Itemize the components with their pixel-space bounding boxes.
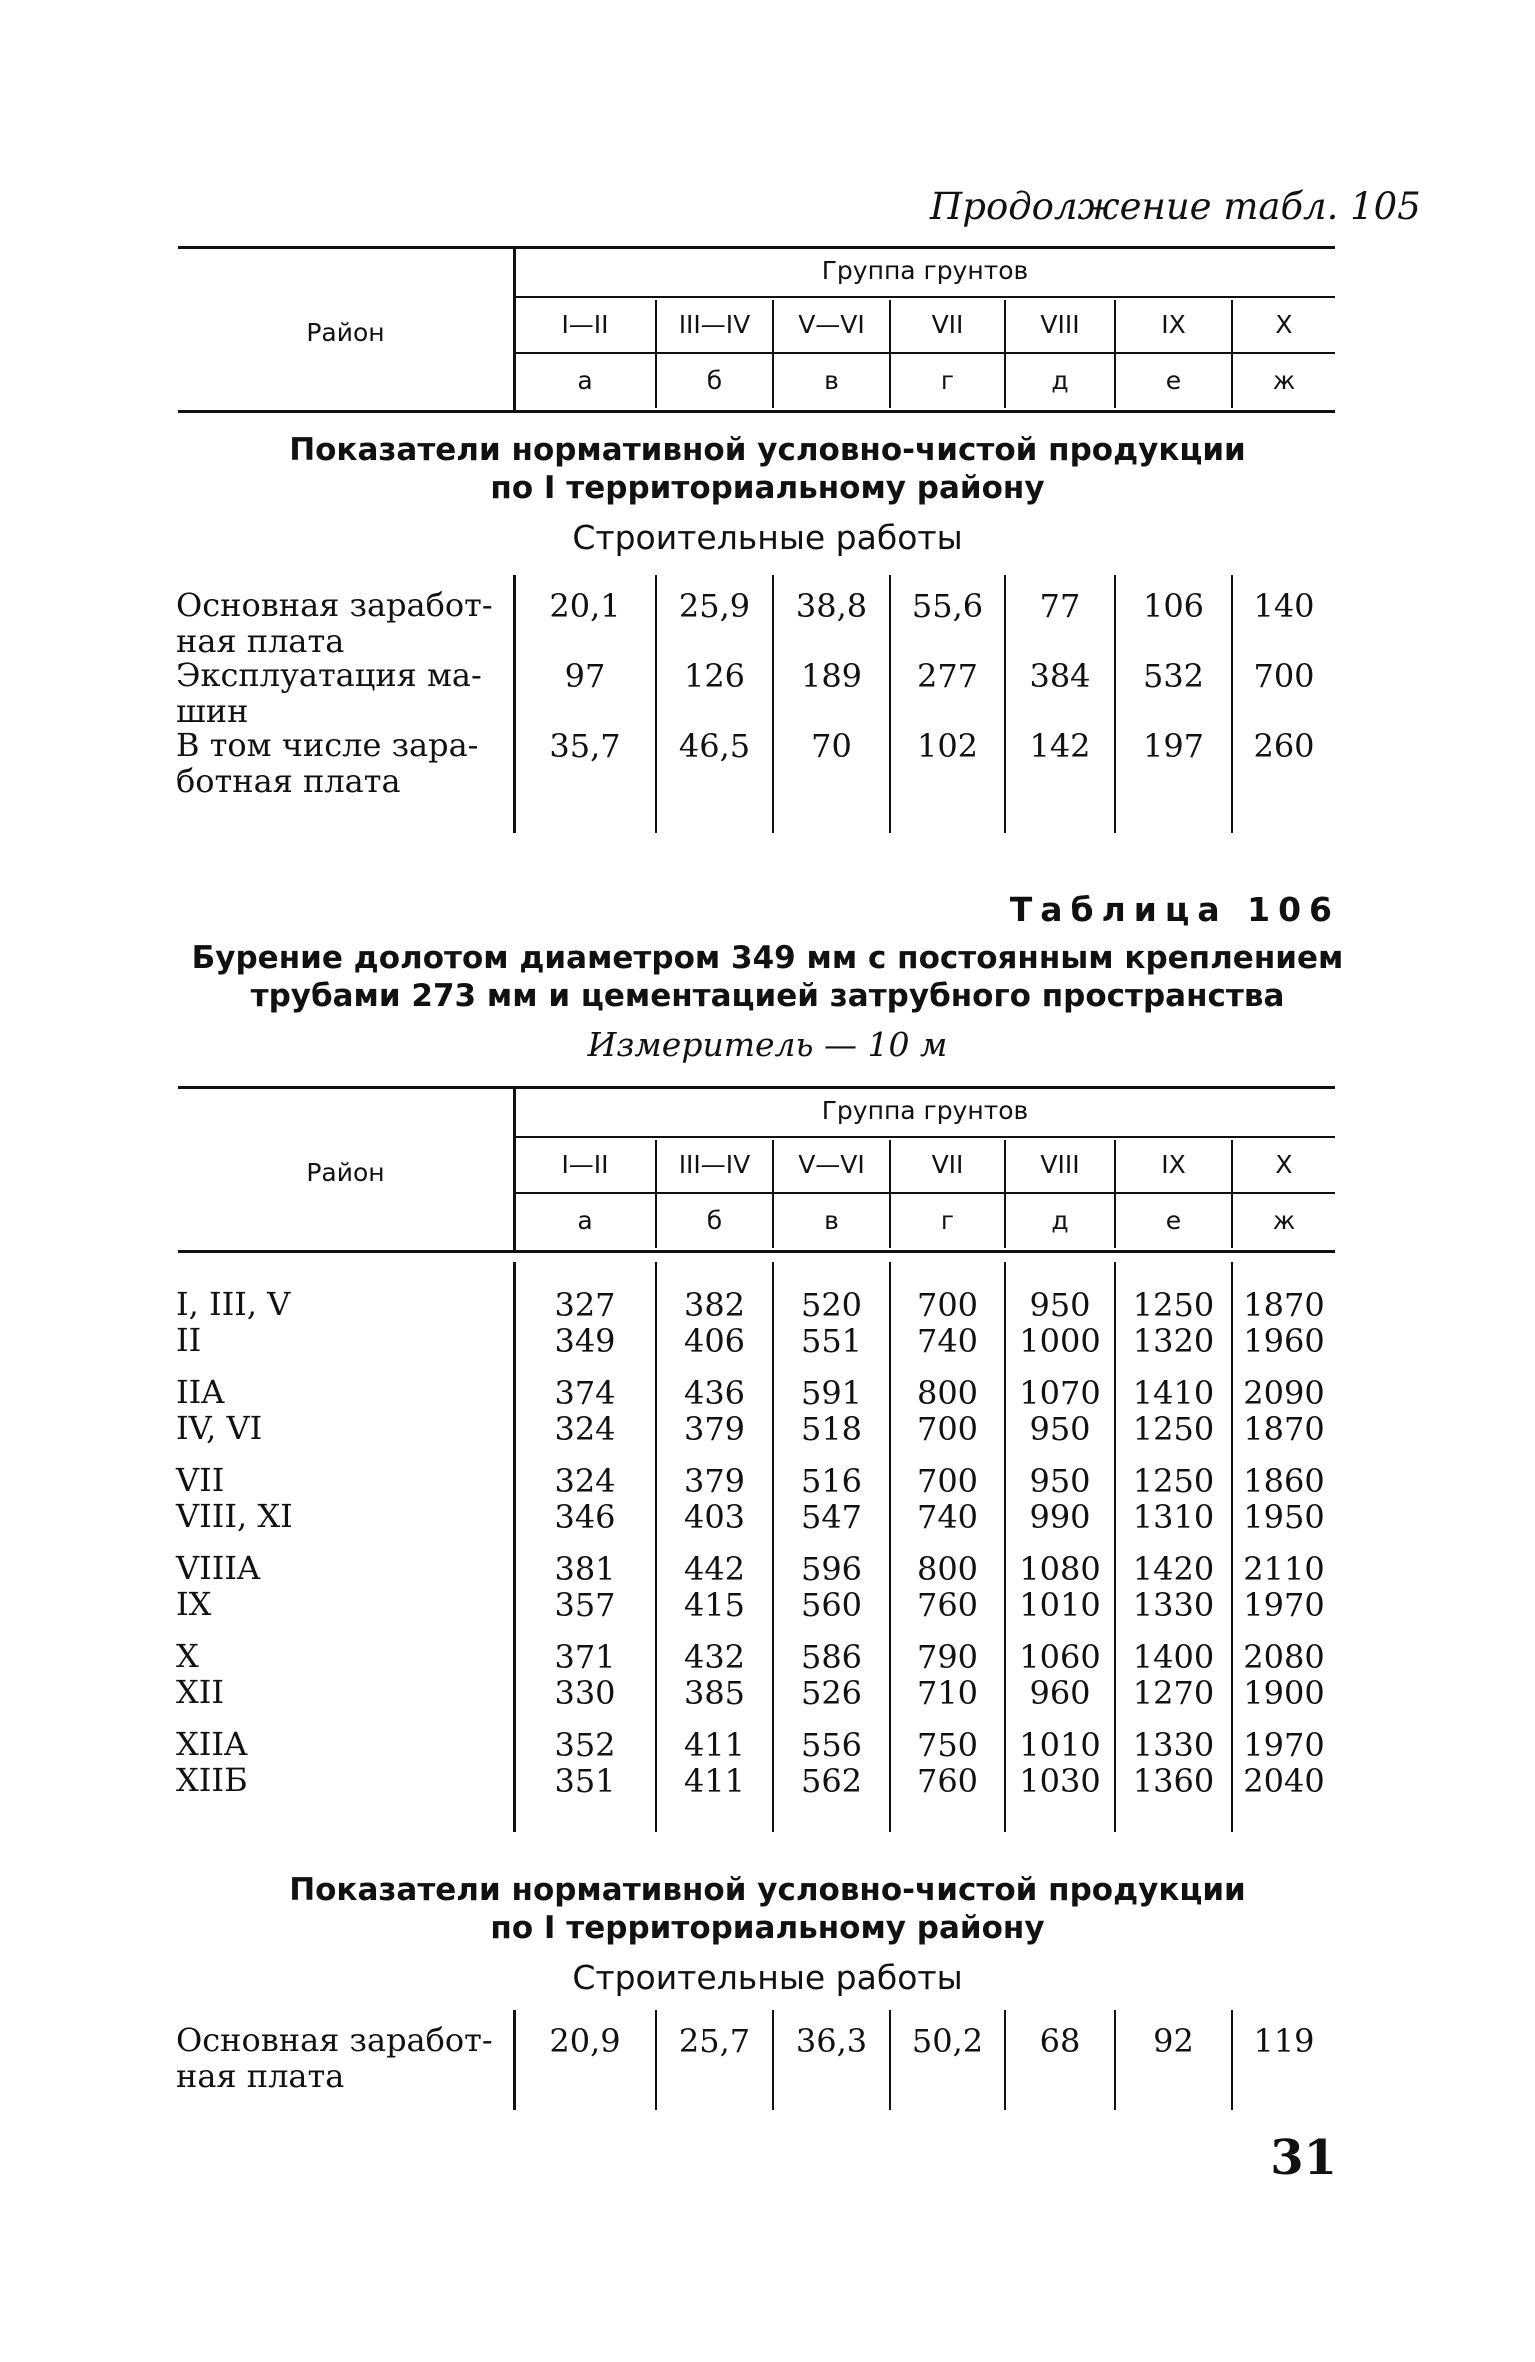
table-cell: 436 [683, 1374, 746, 1412]
row-label: ботная плата [176, 762, 401, 800]
table-cell: 1030 [1019, 1762, 1101, 1800]
table-cell: 277 [916, 657, 979, 695]
column-divider [1004, 300, 1006, 408]
table-cell: 1080 [1019, 1550, 1101, 1588]
region-label: XIIБ [176, 1761, 248, 1799]
table-cell: 950 [1029, 1410, 1091, 1448]
table-cell: 1970 [1243, 1586, 1325, 1624]
table-cell: 351 [554, 1762, 616, 1800]
group-letter: а [577, 366, 593, 395]
group-letter: е [1165, 366, 1182, 395]
region-label: IV, VI [176, 1409, 263, 1447]
table-cell: 381 [554, 1550, 616, 1588]
row-label: шин [176, 692, 249, 730]
region-label: II [176, 1321, 202, 1359]
table-cell: 1330 [1132, 1726, 1215, 1764]
group-label: VII [931, 1150, 964, 1179]
table-cell: 1010 [1019, 1726, 1101, 1764]
table-cell: 442 [683, 1550, 746, 1588]
table-cell: 385 [683, 1674, 746, 1712]
row-label: Основная заработ- [176, 586, 493, 624]
table-cell: 532 [1142, 657, 1205, 695]
group-label: V—VI [798, 310, 865, 339]
table-cell: 382 [683, 1286, 746, 1324]
table-cell: 526 [800, 1674, 863, 1712]
section2-title-2: по I территориальному району [490, 1910, 1045, 1946]
table-cell: 990 [1029, 1498, 1091, 1536]
table-cell: 25,9 [678, 587, 751, 625]
table-cell: 1060 [1019, 1638, 1101, 1676]
table106-title-1: Бурение долотом диаметром 349 мм с постоянным креплением [191, 940, 1344, 976]
table-cell: 518 [800, 1410, 863, 1448]
region-label: I, III, V [176, 1285, 291, 1323]
table-cell: 50,2 [911, 2022, 984, 2060]
table-cell: 68 [1039, 2022, 1081, 2060]
table-cell: 790 [916, 1638, 979, 1676]
table-cell: 1360 [1132, 1762, 1215, 1800]
table-cell: 55,6 [911, 587, 984, 625]
group-label: X [1275, 1150, 1293, 1179]
table-cell: 432 [683, 1638, 746, 1676]
group-letter: б [706, 366, 723, 395]
table-cell: 126 [683, 657, 746, 695]
table-cell: 189 [800, 657, 863, 695]
column-divider [1004, 1140, 1006, 1248]
table-cell: 197 [1142, 727, 1205, 765]
table-cell: 379 [683, 1462, 746, 1500]
region-label: X [176, 1637, 199, 1675]
table-cell: 800 [916, 1374, 979, 1412]
table-cell: 1010 [1019, 1586, 1101, 1624]
table-cell: 1330 [1132, 1586, 1215, 1624]
table-cell: 1970 [1243, 1726, 1325, 1764]
table-cell: 2040 [1243, 1762, 1325, 1800]
table-cell: 560 [800, 1586, 863, 1624]
table-cell: 1900 [1243, 1674, 1325, 1712]
group-header: Группа грунтов [821, 256, 1029, 285]
table-cell: 1250 [1132, 1462, 1215, 1500]
group-label: VII [931, 310, 964, 339]
table-cell: 1950 [1243, 1498, 1325, 1536]
group-letter: д [1051, 1206, 1069, 1235]
table-cell: 760 [916, 1586, 979, 1624]
group-letter: а [577, 1206, 593, 1235]
group-label: IX [1161, 1150, 1186, 1179]
table-cell: 740 [916, 1498, 979, 1536]
group-letter: в [824, 1206, 839, 1235]
region-label: VIIIA [176, 1549, 261, 1587]
table-cell: 357 [554, 1586, 616, 1624]
region-label: VIII, XI [176, 1497, 293, 1535]
row-label: В том числе зара- [176, 726, 479, 764]
region-header-106: Район [306, 1158, 385, 1187]
table-cell: 520 [800, 1286, 863, 1324]
table-cell: 349 [554, 1322, 616, 1360]
group-label: III—IV [678, 310, 751, 339]
region-label: XIIA [176, 1725, 248, 1763]
table-cell: 327 [554, 1286, 616, 1324]
column-divider [772, 300, 774, 408]
table-cell: 411 [683, 1762, 746, 1800]
column-divider [772, 1140, 774, 1248]
table-cell: 106 [1142, 587, 1205, 625]
section2-subtitle: Строительные работы [572, 1958, 963, 1997]
section2-title-1: Показатели нормативной условно-чистой продукции [289, 1872, 1246, 1908]
table-cell: 119 [1253, 2022, 1315, 2060]
region-label: VII [176, 1461, 225, 1499]
region-header: Район [306, 318, 385, 347]
table-cell: 700 [916, 1286, 979, 1324]
table-cell: 1320 [1132, 1322, 1215, 1360]
region-label: IIA [176, 1373, 225, 1411]
table-cell: 142 [1029, 727, 1091, 765]
table-cell: 324 [554, 1462, 616, 1500]
table-cell: 760 [916, 1762, 979, 1800]
table-cell: 35,7 [549, 727, 621, 765]
group-label: VIII [1040, 1150, 1080, 1179]
row-label: Основная заработ- [176, 2021, 493, 2059]
row-label: ная плата [176, 2057, 345, 2095]
column-divider [655, 1140, 657, 1248]
table-cell: 596 [800, 1550, 863, 1588]
continuation-heading: Продолжение табл. 105 [930, 185, 1421, 228]
group-letter: е [1165, 1206, 1182, 1235]
table-cell: 556 [800, 1726, 863, 1764]
column-divider [1114, 300, 1116, 408]
group-letter: ж [1272, 366, 1296, 395]
table-cell: 371 [554, 1638, 616, 1676]
table-cell: 591 [800, 1374, 863, 1412]
table-cell: 1960 [1243, 1322, 1325, 1360]
table-cell: 260 [1253, 727, 1315, 765]
column-divider [889, 1140, 891, 1248]
group-letter: б [706, 1206, 723, 1235]
table-cell: 1420 [1132, 1550, 1215, 1588]
group-letter: д [1051, 366, 1069, 395]
table-cell: 950 [1029, 1462, 1091, 1500]
table-cell: 551 [800, 1322, 863, 1360]
column-divider [1114, 1140, 1116, 1248]
table-cell: 1410 [1132, 1374, 1215, 1412]
column-divider [1231, 300, 1233, 408]
table-cell: 379 [683, 1410, 746, 1448]
table-cell: 20,9 [549, 2022, 621, 2060]
table-cell: 25,7 [678, 2022, 751, 2060]
table-cell: 800 [916, 1550, 979, 1588]
table-cell: 324 [554, 1410, 616, 1448]
table-cell: 700 [916, 1462, 979, 1500]
table-cell: 20,1 [549, 587, 621, 625]
group-letter: г [940, 1206, 955, 1235]
table-cell: 46,5 [678, 727, 751, 765]
region-label: IX [176, 1585, 212, 1623]
group-label: IX [1161, 310, 1186, 339]
table-cell: 1250 [1132, 1410, 1215, 1448]
table-cell: 516 [800, 1462, 863, 1500]
table-cell: 406 [683, 1322, 746, 1360]
table-cell: 750 [916, 1726, 979, 1764]
row-label: ная плата [176, 622, 345, 660]
group-label: I—II [561, 310, 609, 339]
table-cell: 374 [554, 1374, 616, 1412]
group-letter: ж [1272, 1206, 1296, 1235]
table-cell: 1270 [1132, 1674, 1215, 1712]
group-letter: в [824, 366, 839, 395]
table-cell: 547 [800, 1498, 863, 1536]
table-cell: 384 [1029, 657, 1091, 695]
table-cell: 2080 [1243, 1638, 1325, 1676]
table-cell: 740 [916, 1322, 979, 1360]
table-cell: 330 [554, 1674, 616, 1712]
section1-title-2: по I территориальному району [490, 470, 1045, 506]
row-label: Эксплуатация ма- [176, 656, 482, 694]
table-cell: 960 [1029, 1674, 1091, 1712]
table-cell: 700 [916, 1410, 979, 1448]
table-cell: 950 [1029, 1286, 1091, 1324]
column-divider [889, 300, 891, 408]
table-cell: 1000 [1019, 1322, 1101, 1360]
table-cell: 102 [916, 727, 979, 765]
table-cell: 2110 [1243, 1550, 1325, 1588]
table-cell: 92 [1153, 2022, 1194, 2060]
table-cell: 1870 [1243, 1410, 1325, 1448]
section1-title-1: Показатели нормативной условно-чистой продукции [289, 432, 1246, 468]
table-cell: 562 [800, 1762, 863, 1800]
group-label: V—VI [798, 1150, 865, 1179]
table-cell: 1250 [1132, 1286, 1215, 1324]
group-letter: г [940, 366, 955, 395]
table-cell: 415 [683, 1586, 746, 1624]
table106-label: Таблица 106 [1009, 890, 1340, 929]
table-cell: 97 [564, 657, 606, 695]
group-label: III—IV [678, 1150, 751, 1179]
table-cell: 1070 [1019, 1374, 1101, 1412]
table106-title-2: трубами 273 мм и цементацией затрубного пространства [250, 978, 1285, 1014]
table-cell: 352 [554, 1726, 616, 1764]
table-cell: 2090 [1243, 1374, 1325, 1412]
table-cell: 77 [1039, 587, 1081, 625]
table-cell: 70 [811, 727, 852, 765]
table-cell: 36,3 [795, 2022, 868, 2060]
column-divider [655, 300, 657, 408]
group-label: X [1275, 310, 1293, 339]
table-cell: 1860 [1243, 1462, 1325, 1500]
table-cell: 1870 [1243, 1286, 1325, 1324]
group-label: VIII [1040, 310, 1080, 339]
table-cell: 140 [1253, 587, 1315, 625]
group-header-106: Группа грунтов [821, 1096, 1029, 1125]
table-cell: 586 [800, 1638, 863, 1676]
table-cell: 403 [683, 1498, 746, 1536]
table-cell: 1400 [1132, 1638, 1215, 1676]
section1-subtitle: Строительные работы [572, 518, 963, 557]
page-number: 31 [1270, 2130, 1337, 2186]
region-label: XII [176, 1673, 225, 1711]
table106-measure: Измеритель — 10 м [587, 1025, 948, 1064]
table-cell: 346 [554, 1498, 616, 1536]
group-label: I—II [561, 1150, 609, 1179]
table-cell: 38,8 [795, 587, 868, 625]
table-cell: 700 [1253, 657, 1315, 695]
table-cell: 1310 [1132, 1498, 1215, 1536]
table-cell: 710 [916, 1674, 979, 1712]
column-divider [1231, 1140, 1233, 1248]
table-cell: 411 [683, 1726, 746, 1764]
